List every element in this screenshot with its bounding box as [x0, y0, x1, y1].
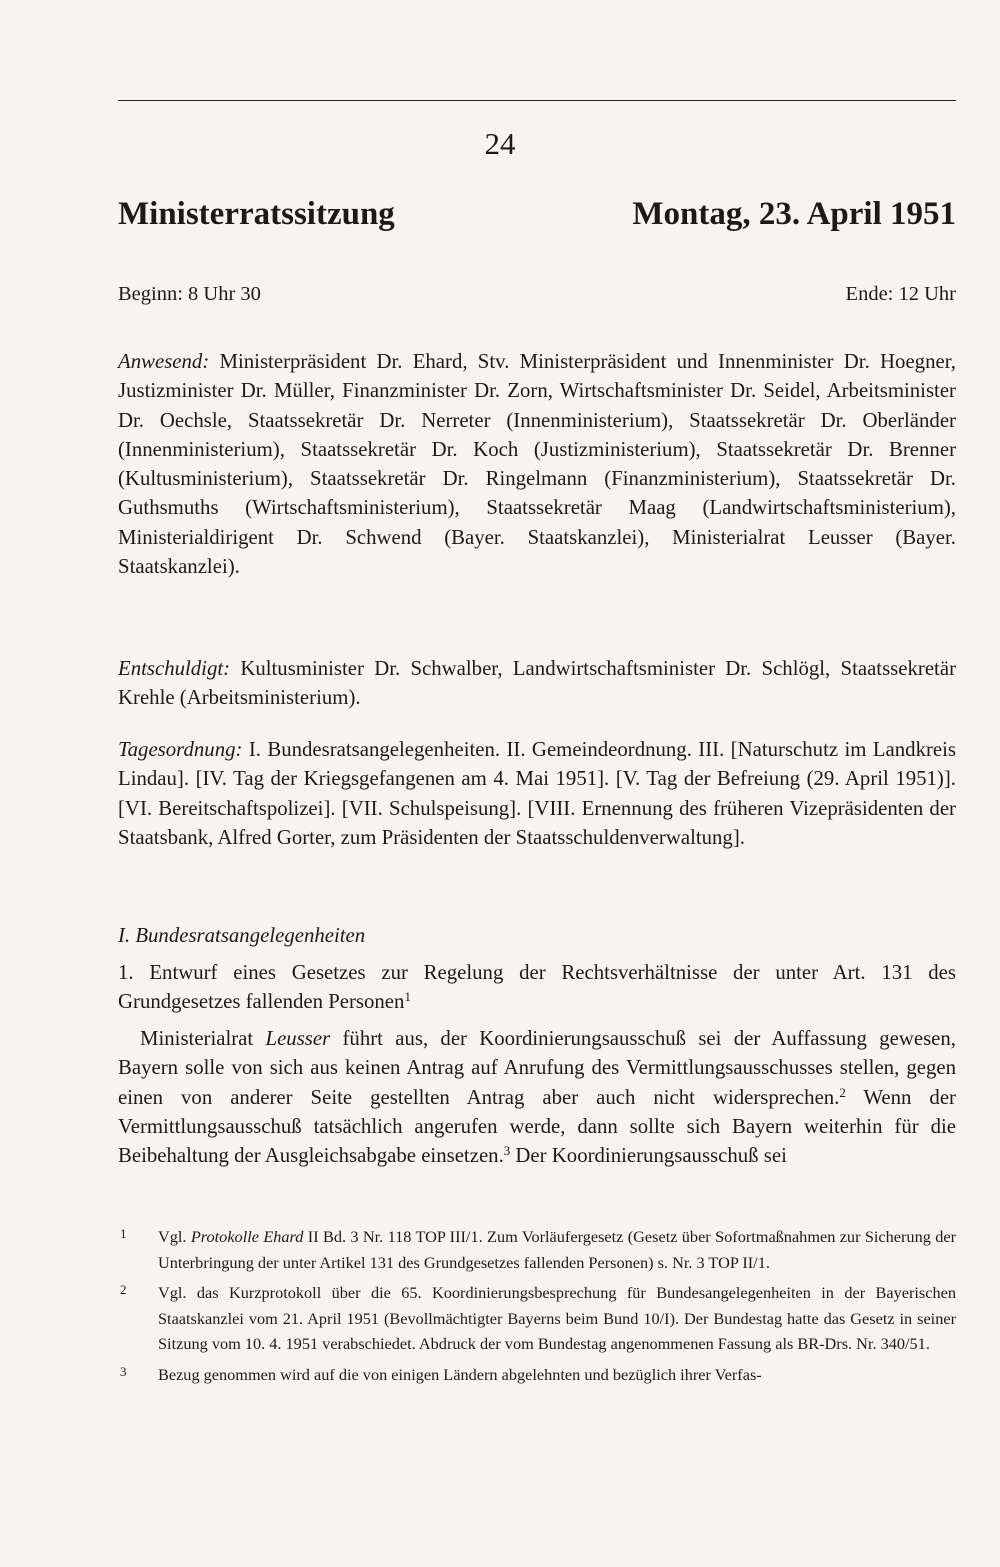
footnote-text: Bezug genommen wird auf die von einigen Ländern abgelehnten und bezüglich ihrer Verfas- [158, 1364, 762, 1384]
footnotes [118, 1224, 956, 1387]
body-paragraph [118, 1024, 956, 1170]
footnote-ref-3: 3 [503, 1144, 511, 1159]
excused-text: Kultusminister Dr. Schwalber, Landwirtschaftsminister Dr. Schlögl, Staatssekretär Krehle (Arbeitsministerium). [118, 657, 956, 710]
footnote-number: 1 [120, 1226, 127, 1241]
footnote-ref-1: 1 [404, 990, 411, 1005]
excused-label: Entschuldigt: [118, 657, 231, 680]
body-text-2: führt aus, der Koordinierungsausschuß sei der Auffassung gewesen, Bayern solle von sich aus keinen Antrag auf Anrufung des Vermittlungsausschusses stellen, gegen einen von anderer Seite gestellten Antrag aber auch nicht widersprechen. [118, 1027, 957, 1109]
footnote-3 [118, 1362, 956, 1388]
agenda-item-1 [118, 958, 956, 1017]
agenda-label: Tagesordnung: [118, 738, 243, 761]
attendance-present [118, 347, 956, 581]
body-text-1: Ministerialrat [140, 1027, 254, 1050]
footnote-text: Vgl. das Kurzprotokoll über die 65. Koordinierungsbesprechung für Bundesangelegenheiten in der Bayerischen Staatskanzlei vom 21. April 1951 (Bevollmächtigter Bayerns beim Bund 10/I). Der Bundestag hatte das Gesetz in seiner Sitzung vom 10. 4. 1951 verabschiedet. Abdruck der vom Bundestag angenommenen Fassung als BR-Drs. Nr. 340/51. [158, 1283, 956, 1353]
body-text-4: Der Koordinierungsausschuß sei [510, 1144, 787, 1168]
header-rule [118, 100, 956, 101]
document-date: Montag, 23. April 1951 [632, 196, 956, 232]
end-time: Ende: 12 Uhr [845, 283, 956, 305]
footnote-1 [118, 1224, 956, 1275]
footnote-number: 3 [120, 1363, 127, 1379]
document-title: Ministerratssitzung [118, 196, 395, 232]
body-text-3: Wenn der Vermittlungsausschuß tatsächlich angerufen werde, dann sollte sich Bayern weiterhin für die Beibehaltung der Ausgleichsabgabe einsetzen. [118, 1085, 956, 1168]
present-text: Ministerpräsident Dr. Ehard, Stv. Ministerpräsident und Innenminister Dr. Hoegner, Justizminister Dr. Müller, Finanzminister Dr. Zorn, Wirtschaftsminister Dr. Seidel, Arbeitsminister Dr. Oechsle, Staatssekretär Dr. Nerreter (Innenministerium), Staatssekretär Dr. Oberländer (Innenministerium), Staatssekretär Dr. Koch (Justizministerium), Staatssekretär Dr. Brenner (Kultusministerium), Staatssekretär Dr. Ringelmann (Finanzministerium), Staatssekretär Dr. Guthsmuths (Wirtschaftsministerium), Staatssekretär Maag (Landwirtschaftsministerium), Ministerialdirigent Dr. Schwend (Bayer. Staatskanzlei), Ministerialrat Leusser (Bayer. Staatskanzlei). [118, 350, 956, 579]
section-heading: I. Bundesratsangelegenheiten [118, 924, 366, 947]
speaker-name: Leusser [265, 1027, 331, 1050]
agenda [118, 735, 956, 852]
time-row [118, 283, 956, 306]
begin-time: Beginn: 8 Uhr 30 [118, 283, 261, 305]
present-label: Anwesend: [118, 350, 210, 373]
footnote-number: 2 [120, 1282, 127, 1297]
footnote-ref-2: 2 [839, 1085, 846, 1100]
footnote-text: II Bd. 3 Nr. 118 TOP III/1. Zum Vorläufergesetz (Gesetz über Sofortmaßnahmen zur Sicherung der Unterbringung der unter Artikel 131 des Grundgesetzes fallenden Personen) s. Nr. 3 TOP II/1. [158, 1227, 956, 1272]
footnote-source-title: Protokolle Ehard [190, 1227, 304, 1246]
agenda-item-text: 1. Entwurf eines Gesetzes zur Regelung der Rechtsverhältnisse der unter Art. 131 des Grundgesetzes fallenden Personen [118, 961, 956, 1014]
footnote-text: Vgl. [158, 1227, 191, 1246]
agenda-text: I. Bundesratsangelegenheiten. II. Gemeindeordnung. III. [Naturschutz im Landkreis Lindau]. [IV. Tag der Kriegsgefangenen am 4. Mai 1951]. [V. Tag der Befreiung (29. April 1951)]. [VI. Bereitschaftspolizei]. [VII. Schulspeisung]. [VIII. Ernennung des früheren Vizepräsidenten der Staatsbank, Alfred Gorter, zum Präsidenten der Staatsschuldenverwaltung]. [118, 738, 956, 849]
document-number: 24 [484, 126, 516, 161]
footnote-2 [118, 1280, 956, 1357]
attendance-excused [118, 654, 956, 713]
title-row [118, 196, 956, 233]
